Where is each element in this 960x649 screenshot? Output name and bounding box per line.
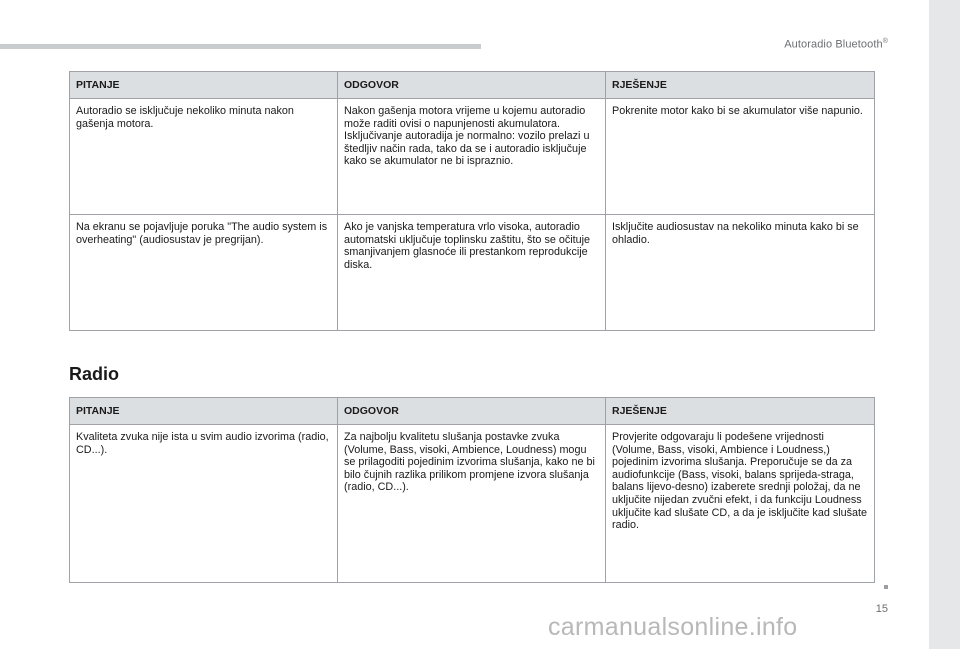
page-header-title <box>784 38 888 51</box>
col-header-solution: RJEŠENJE <box>606 72 875 99</box>
watermark-text: carmanualsonline.info <box>548 613 798 641</box>
side-strip <box>929 0 960 649</box>
section-heading: Radio <box>69 364 120 384</box>
table-header-row <box>70 398 875 425</box>
page-number: 15 <box>875 603 888 615</box>
question-cell: Kvaliteta zvuka nije ista u svim audio izvorima (radio, CD...). <box>70 425 338 583</box>
page-marker <box>884 585 888 589</box>
answer-cell: Nakon gašenja motora vrijeme u kojemu autoradio može raditi ovisi o napunjenosti akumulatora. Isključivanje autoradija je normalno: vozilo prelazi u štedljiv način rada, tako da se i autoradio isključuje kako se akumulator ne bi ispraznio. <box>338 99 606 215</box>
col-header-question: PITANJE <box>70 72 338 99</box>
solution-cell: Pokrenite motor kako bi se akumulator više napunio. <box>606 99 875 215</box>
header-title-sup: ® <box>882 38 888 45</box>
col-header-solution: RJEŠENJE <box>606 398 875 425</box>
table-row <box>70 215 875 331</box>
header-rule <box>0 44 481 49</box>
header-title-text: Autoradio Bluetooth <box>784 38 883 51</box>
col-header-question: PITANJE <box>70 398 338 425</box>
col-header-answer: ODGOVOR <box>338 72 606 99</box>
faq-table-general <box>69 71 875 331</box>
solution-cell: Isključite audiosustav na nekoliko minuta kako bi se ohladio. <box>606 215 875 331</box>
solution-cell: Provjerite odgovaraju li podešene vrijednosti (Volume, Bass, visoki, Ambience i Loudness,) pojedinim izvorima slušanja. Preporučuje se da za audiofunkcije (Bass, visoki, balans sprijeda-straga, balans lijevo-desno) izaberete srednji položaj, da ne uključite nijedan zvučni efekt, i da funkciju Loudness uključite kad slušate CD, a da je isključite kad slušate radio. <box>606 425 875 583</box>
table-row <box>70 99 875 215</box>
faq-table-radio <box>69 397 875 583</box>
table-row <box>70 425 875 583</box>
question-cell: Na ekranu se pojavljuje poruka "The audio system is overheating" (audiosustav je pregrijan). <box>70 215 338 331</box>
table-header-row <box>70 72 875 99</box>
col-header-answer: ODGOVOR <box>338 398 606 425</box>
question-cell: Autoradio se isključuje nekoliko minuta nakon gašenja motora. <box>70 99 338 215</box>
answer-cell: Ako je vanjska temperatura vrlo visoka, autoradio automatski uključuje toplinsku zaštitu, što se očituje smanjivanjem glasnoće ili prestankom reprodukcije diska. <box>338 215 606 331</box>
answer-cell: Za najbolju kvalitetu slušanja postavke zvuka (Volume, Bass, visoki, Ambience, Loudness) mogu se prilagoditi pojedinim izvorima slušanja, kako ne bi bilo čujnih razlika prilikom promjene izvora slušanja (radio, CD...). <box>338 425 606 583</box>
